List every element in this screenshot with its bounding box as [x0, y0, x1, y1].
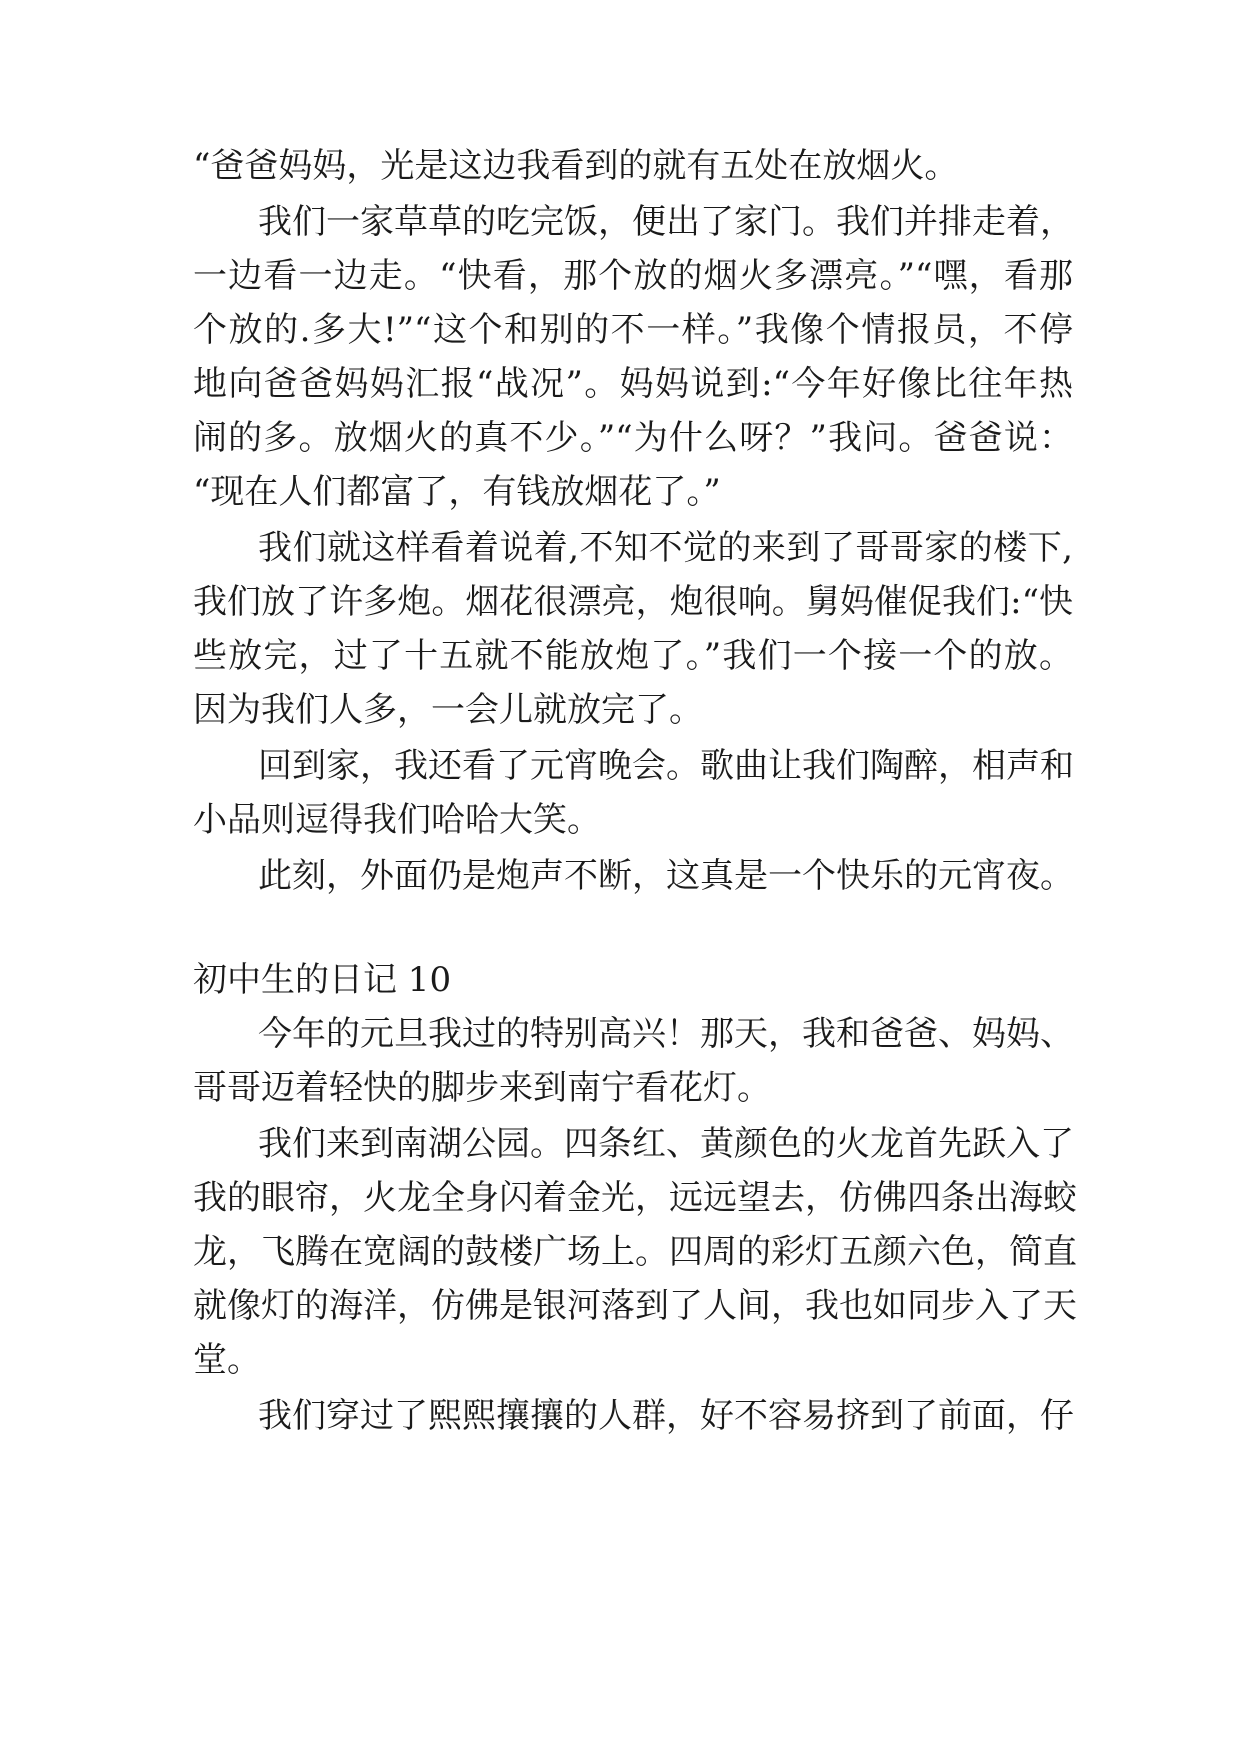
paragraph-line: 小品则逗得我们哈哈大笑。	[193, 800, 601, 840]
paragraph-line: 我们穿过了熙熙攘攘的人群，好不容易挤到了前面，仔	[258, 1396, 1074, 1436]
paragraph-line: 回到家，我还看了元宵晚会。歌曲让我们陶醉，相声和	[258, 746, 1074, 786]
paragraph-line: “现在人们都富了，有钱放烟花了。”	[193, 472, 721, 512]
paragraph-line: 我的眼帘，火龙全身闪着金光，远远望去，仿佛四条出海蛟	[193, 1178, 1077, 1218]
paragraph-line: 闹的多。放烟火的真不少。”“为什么呀？”我问。爸爸说：	[193, 418, 1073, 458]
paragraph-line: 个放的.多大!”“这个和别的不一样。”我像个情报员，不停	[193, 310, 1073, 350]
paragraph-line: 堂。	[193, 1340, 261, 1380]
paragraph-line: 龙，飞腾在宽阔的鼓楼广场上。四周的彩灯五颜六色，简直	[193, 1232, 1077, 1272]
paragraph-line: 些放完，过了十五就不能放炮了。”我们一个接一个的放。	[193, 636, 1073, 676]
paragraph-line: 就像灯的海洋，仿佛是银河落到了人间，我也如同步入了天	[193, 1286, 1077, 1326]
paragraph-line: 此刻，外面仍是炮声不断，这真是一个快乐的元宵夜。	[258, 856, 1074, 896]
paragraph-line: 我们就这样看着说着,不知不觉的来到了哥哥家的楼下,	[258, 528, 1073, 568]
diary-heading: 初中生的日记 10	[193, 960, 452, 1000]
paragraph-line: 我们一家草草的吃完饭，便出了家门。我们并排走着，	[258, 202, 1074, 242]
paragraph-line: “爸爸妈妈，光是这边我看到的就有五处在放烟火。	[193, 146, 959, 186]
paragraph-line: 我们放了许多炮。烟花很漂亮，炮很响。舅妈催促我们:“快	[193, 582, 1073, 622]
paragraph-line: 我们来到南湖公园。四条红、黄颜色的火龙首先跃入了	[258, 1124, 1074, 1164]
paragraph-line: 哥哥迈着轻快的脚步来到南宁看花灯。	[193, 1068, 771, 1108]
paragraph-line: 今年的元旦我过的特别高兴！那天，我和爸爸、妈妈、	[258, 1014, 1074, 1054]
paragraph-line: 一边看一边走。“快看，那个放的烟火多漂亮。”“嘿，看那	[193, 256, 1073, 296]
paragraph-line: 地向爸爸妈妈汇报“战况”。妈妈说到:“今年好像比往年热	[193, 364, 1073, 404]
paragraph-line: 因为我们人多，一会儿就放完了。	[193, 690, 703, 730]
